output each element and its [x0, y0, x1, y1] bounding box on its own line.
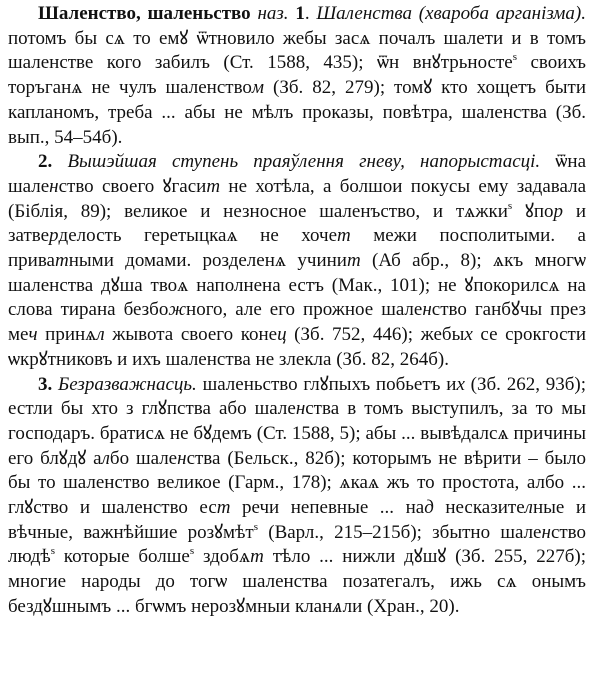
- sense-number: 2.: [38, 151, 53, 173]
- citation-text: тѣло ... нижли дꙋшꙋ (Зб. 255, 227б); многие народы до тогѡ шаленства позатегалъ, ижь сѧ онымъ бездꙋшнымъ ... бгѡмъ нерозꙋмныи клан: [8, 546, 587, 617]
- citation-text: (Зб. 262, 93б); естли бы хто з глꙋпства або шале: [8, 373, 587, 420]
- superscript-mark: s: [189, 545, 195, 558]
- citation-text: ѧ: [332, 595, 343, 617]
- citation-text: ства в томъ выступилъ, за то мы господаръ. братисѧ не бꙋдемъ (Ст. 1588, 5); абы ... вывѣдалсѧ причины его блꙋдꙋ а: [8, 398, 586, 469]
- citation-text: ѿна шале: [8, 151, 587, 197]
- citation-text: се срокгости ѡкрꙋтниковъ и ихъ шаленства не злекла (Зб. 82, 264б).: [8, 324, 586, 370]
- citation-text: т: [216, 497, 231, 519]
- citation-text: т: [250, 546, 264, 568]
- sense-number: 1: [295, 3, 305, 24]
- citation-text: несказите: [433, 497, 525, 519]
- citation-text: которые болше: [54, 546, 190, 568]
- citation-text: н: [177, 447, 187, 469]
- citation-text: (Зб. 752, 446); жебы: [286, 324, 465, 346]
- citation-text: ство людѣ: [8, 521, 587, 568]
- citation-text: речи непевные ... на: [230, 497, 425, 519]
- sense-number: 3.: [38, 373, 53, 395]
- citation-text: ства (Бельск., 82б); которымъ не вѣрити – было бы то шаленство великое (Гарм., 178); ѧкаѧ жъ то простота, албо ... глꙋство и шаленство ес: [8, 447, 586, 519]
- citation-text: (Варл., 215–215б); збытно шале: [257, 521, 542, 543]
- citation-text: х: [456, 373, 465, 395]
- citation-text: т: [337, 225, 351, 247]
- citation-text: н: [49, 175, 59, 197]
- citation-text: жывота своего коне: [104, 324, 278, 346]
- sense-definition: Безразважнасць.: [58, 373, 197, 395]
- sense-definition: Вышэйшая ступень праяўлення гневу, напорыстасці.: [67, 151, 541, 173]
- citation-text: (Аб абр., 8); ѧкъ многѡ шаленства дꙋша твоѧ наполнена естъ (Мак., 101); не ꙋпокорилсѧ на слова тирана безбо: [8, 250, 586, 321]
- citation-text: р: [49, 225, 59, 247]
- citation-text: ного, але его прожное шале: [186, 299, 423, 321]
- citation-text: своихъ торъганѧ не чулъ шаленство: [8, 52, 587, 99]
- citation-text: ꙋпо: [512, 200, 554, 222]
- sense-citations: [8, 28, 586, 148]
- citation-text: делость геретыцкаѧ не хоче: [58, 225, 338, 247]
- citation-text: т: [346, 250, 361, 272]
- superscript-mark: s: [512, 51, 517, 64]
- citation-text: л: [101, 447, 110, 469]
- superscript-mark: s: [253, 520, 258, 533]
- sense-citations: [8, 151, 586, 370]
- citation-text: т: [206, 175, 221, 197]
- citation-text: ли (Хран., 20).: [342, 595, 460, 617]
- citation-text: ч: [28, 324, 38, 346]
- citation-text: н: [295, 398, 306, 420]
- citation-text: н: [541, 521, 551, 543]
- citation-text: н: [422, 299, 432, 321]
- citation-text: т: [55, 250, 69, 272]
- citation-text: ные и вѣчные, важнѣйшие розꙋмѣт: [8, 497, 586, 543]
- citation-text: ство своего ꙋгаси: [58, 175, 207, 197]
- headword: Шаленство, шаленьство: [38, 3, 251, 24]
- citation-text: х: [464, 324, 473, 346]
- citation-text: межи посполитыми. а прива: [8, 225, 586, 272]
- citation-text: ство ганбꙋчы през ме: [8, 299, 587, 346]
- citation-text: д: [424, 497, 434, 519]
- citation-text: здобѧ: [194, 546, 251, 568]
- citation-text: л: [524, 497, 533, 519]
- superscript-mark: s: [50, 545, 55, 558]
- sense-definition: Шаленства (хвароба арганізма).: [316, 3, 587, 24]
- sense-paragraph: [8, 373, 586, 620]
- citation-text: р: [553, 200, 564, 222]
- dictionary-entry: [8, 2, 586, 620]
- citation-text: бо шале: [109, 447, 178, 469]
- citation-text: ц: [277, 324, 287, 346]
- superscript-mark: s: [507, 199, 513, 212]
- sense-citations: [8, 374, 586, 617]
- citation-text: потомъ бы сѧ то емꙋ ѿтновило жебы засѧ почалъ шалети и в томъ шаленстве кого забилъ (Ст. 1588, 435); ѿн внꙋтрьносте: [8, 27, 586, 74]
- citation-text: принѧ: [37, 324, 97, 346]
- citation-text: (Зб. 82, 279); томꙋ кто хощетъ быти капланомъ, треба ... абы не мѣлъ проказы, повѣтра, шаленства (Зб. вып., 54–54б).: [8, 77, 587, 148]
- citation-text: шаленьство глꙋпыхъ побьетъ и: [196, 373, 457, 395]
- sense-paragraph: [8, 150, 586, 372]
- part-of-speech: наз.: [257, 3, 289, 24]
- sense-paragraph: Шаленство, шаленьство наз. 1. Шаленства (хвароба арганізма). потомъ бы сѧ то емꙋ ѿтновило жебы засѧ почалъ шалети и в томъ шаленстве кого забилъ (Ст. 1588, 435); ѿн внꙋтрьносте$^s$ своихъ торъганѧ не чулъ шаленством (Зб. 82, 279); томꙋ кто хощетъ быти капланомъ, треба ... абы не мѣлъ проказы, повѣтра, шаленства (Зб. вып., 54–54б).: [8, 3, 587, 148]
- citation-text: не хотѣла, а болшои покусы ему задавала (Біблія, 89); великое и незносное шаленъство, и тѧжки: [8, 175, 586, 222]
- citation-text: ными домами. розделенѧ учини: [68, 250, 347, 272]
- citation-text: л: [96, 324, 105, 346]
- citation-text: м: [251, 77, 265, 99]
- citation-text: и затве: [8, 200, 586, 247]
- citation-text: ж: [168, 299, 187, 321]
